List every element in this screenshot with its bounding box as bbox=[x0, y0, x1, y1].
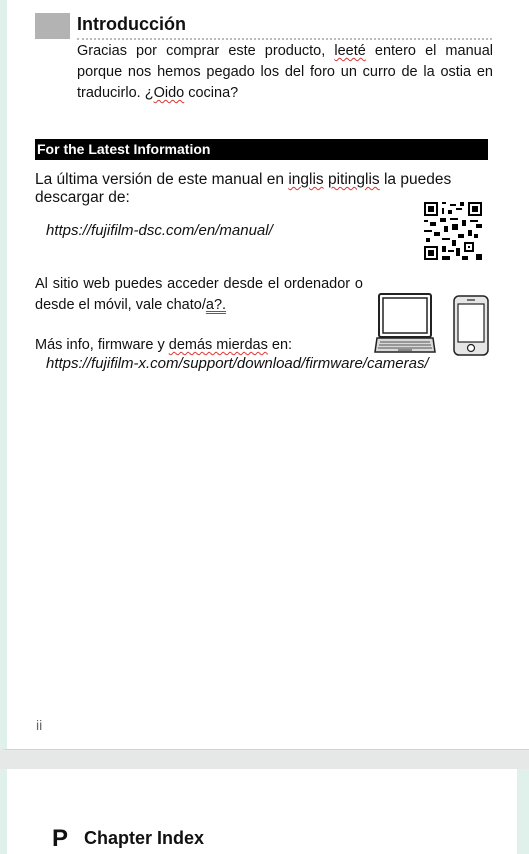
misspelled-word[interactable]: demás mierdas bbox=[168, 337, 268, 353]
page-gap bbox=[0, 751, 529, 769]
laptop-icon bbox=[374, 293, 436, 355]
intro-paragraph bbox=[77, 41, 493, 104]
text-run: cocina? bbox=[184, 85, 239, 101]
firmware-paragraph bbox=[35, 336, 292, 354]
manual-paragraph bbox=[35, 171, 487, 207]
access-paragraph bbox=[35, 274, 363, 316]
qr-code-icon bbox=[424, 202, 482, 260]
smartphone-icon bbox=[453, 295, 489, 356]
text-run: Gracias por comprar este producto, bbox=[77, 43, 335, 59]
misspelled-word[interactable]: inglis bbox=[288, 171, 324, 188]
grammar-flagged-word[interactable]: a?. bbox=[205, 297, 227, 313]
text-run: Al sitio web puedes acceder desde el ordenador o desde el móvil, vale chato/ bbox=[35, 276, 363, 313]
misspelled-word[interactable]: Oido bbox=[153, 85, 185, 101]
section-marker-box bbox=[35, 13, 70, 39]
text-run: en: bbox=[267, 337, 293, 353]
chapter-index-icon: P bbox=[52, 825, 69, 852]
text-run: la puedes descargar de: bbox=[35, 171, 452, 206]
text-run: La última versión de este manual en bbox=[35, 171, 289, 188]
misspelled-word[interactable]: pitinglis bbox=[327, 171, 380, 188]
misspelled-word[interactable]: leeté bbox=[334, 43, 366, 59]
text-run: Más info, firmware y bbox=[35, 337, 169, 353]
manual-url-link[interactable]: https://fujifilm-dsc.com/en/manual/ bbox=[46, 222, 273, 239]
page-number: ii bbox=[36, 717, 43, 733]
intro-heading: Introducción bbox=[77, 14, 186, 34]
heading-dotted-rule bbox=[77, 38, 492, 40]
firmware-url-link[interactable]: https://fujifilm-x.com/support/download/firmware/cameras/ bbox=[46, 355, 429, 372]
next-document-page bbox=[0, 769, 529, 854]
chapter-index-title: Chapter Index bbox=[84, 828, 205, 848]
latest-info-title: For the Latest Information bbox=[37, 141, 211, 157]
latest-info-bar bbox=[35, 139, 488, 160]
text-run: entero el manual porque nos hemos pegado los del foro un curro de la ostia en traducirlo. ¿ bbox=[77, 43, 493, 101]
